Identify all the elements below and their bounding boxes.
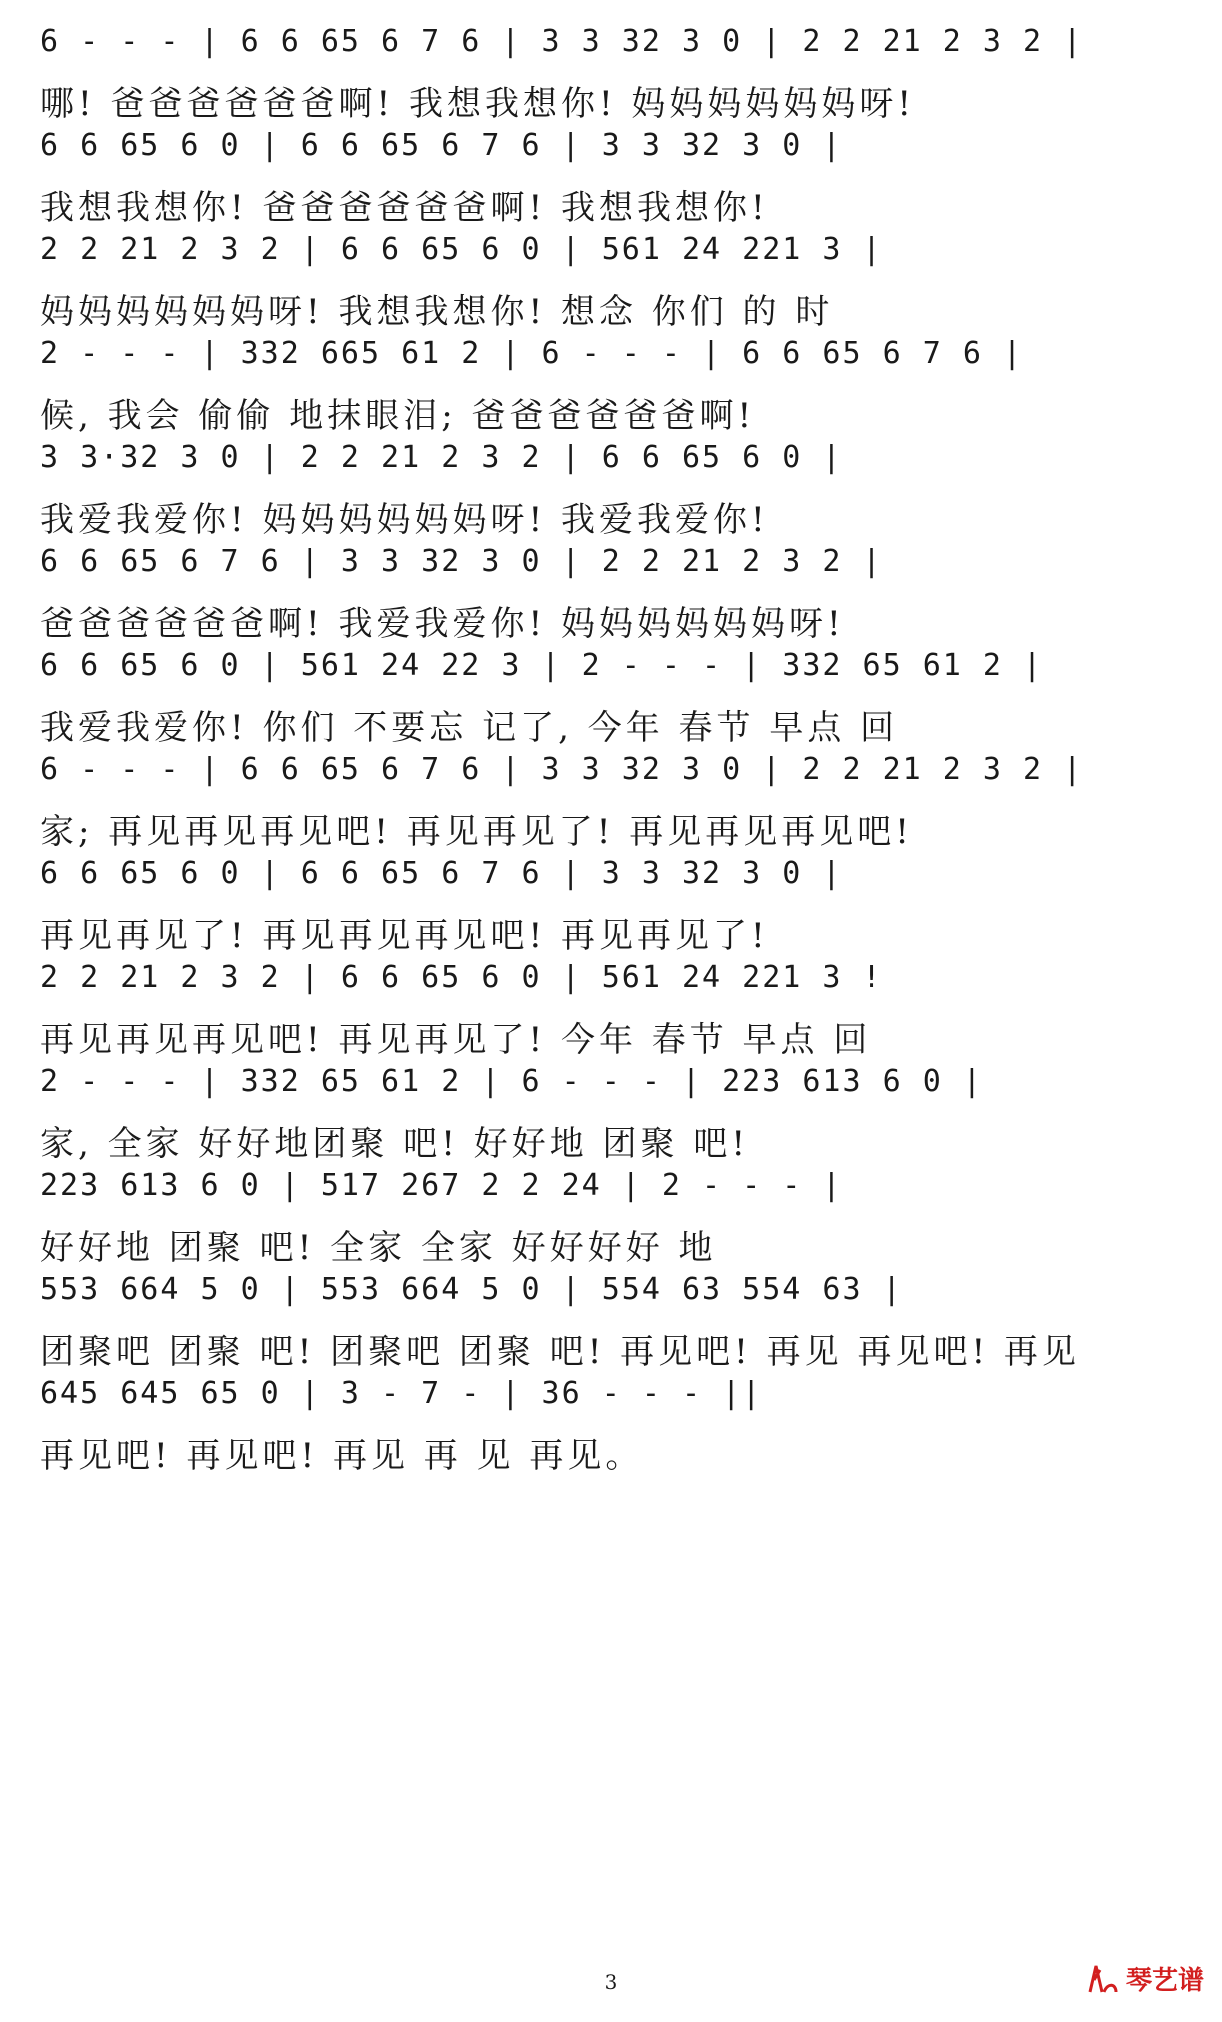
notation-line: 6 6 65 6 0 | 6 6 65 6 7 6 | 3 3 32 3 0 | xyxy=(40,856,843,891)
lyric-line: 再见再见再见吧! 再见再见了! 今年 春节 早点 回 xyxy=(40,1020,872,1060)
notation-line: 2 2 21 2 3 2 | 6 6 65 6 0 | 561 24 221 3 | xyxy=(40,232,883,267)
lyric-line: 候, 我会 偷偷 地抹眼泪; 爸爸爸爸爸爸啊! xyxy=(40,396,756,436)
lyric-line: 我爱我爱你! 你们 不要忘 记了, 今年 春节 早点 回 xyxy=(40,708,899,748)
lyric-line: 妈妈妈妈妈妈呀! 我想我想你! 想念 你们 的 时 xyxy=(40,292,834,332)
notation-line: 645 645 65 0 | 3 - 7 - | 36 - - - || xyxy=(40,1376,763,1411)
lyric-line: 爸爸爸爸爸爸啊! 我爱我爱你! 妈妈妈妈妈妈呀! xyxy=(40,604,845,644)
notation-line: 2 - - - | 332 665 61 2 | 6 - - - | 6 6 65 6 7 6 | xyxy=(40,336,1024,371)
notation-line: 6 - - - | 6 6 65 6 7 6 | 3 3 32 3 0 | 2 2 21 2 3 2 | xyxy=(40,24,1084,59)
lyric-line: 好好地 团聚 吧! 全家 全家 好好好好 地 xyxy=(40,1228,717,1268)
notation-line: 553 664 5 0 | 553 664 5 0 | 554 63 554 63 | xyxy=(40,1272,903,1307)
lyric-line: 哪! 爸爸爸爸爸爸啊! 我想我想你! 妈妈妈妈妈妈呀! xyxy=(40,84,916,124)
notation-line: 6 - - - | 6 6 65 6 7 6 | 3 3 32 3 0 | 2 2 21 2 3 2 | xyxy=(40,752,1084,787)
lyric-line: 再见再见了! 再见再见再见吧! 再见再见了! xyxy=(40,916,769,956)
notation-line: 6 6 65 6 0 | 561 24 22 3 | 2 - - - | 332 65 61 2 | xyxy=(40,648,1044,683)
notation-line: 2 - - - | 332 65 61 2 | 6 - - - | 223 613 6 0 | xyxy=(40,1064,983,1099)
logo-icon xyxy=(1086,1962,1120,1996)
notation-line: 6 6 65 6 7 6 | 3 3 32 3 0 | 2 2 21 2 3 2 | xyxy=(40,544,883,579)
lyric-line: 家; 再见再见再见吧! 再见再见了! 再见再见再见吧! xyxy=(40,812,913,852)
notation-line: 3 3·32 3 0 | 2 2 21 2 3 2 | 6 6 65 6 0 | xyxy=(40,440,843,475)
page-number: 3 xyxy=(604,1970,618,1994)
watermark-logo xyxy=(1086,1960,1204,1997)
notation-line: 223 613 6 0 | 517 267 2 2 24 | 2 - - - | xyxy=(40,1168,843,1203)
lyric-line: 我爱我爱你! 妈妈妈妈妈妈呀! 我爱我爱你! xyxy=(40,500,769,540)
lyric-line: 团聚吧 团聚 吧! 团聚吧 团聚 吧! 再见吧! 再见 再见吧! 再见 xyxy=(40,1332,1080,1372)
notation-line: 6 6 65 6 0 | 6 6 65 6 7 6 | 3 3 32 3 0 | xyxy=(40,128,843,163)
lyric-line: 我想我想你! 爸爸爸爸爸爸啊! 我想我想你! xyxy=(40,188,769,228)
lyric-line: 家, 全家 好好地团聚 吧! 好好地 团聚 吧! xyxy=(40,1124,749,1164)
lyric-line: 再见吧! 再见吧! 再见 再 见 再见。 xyxy=(40,1436,644,1476)
watermark-text: 琴艺谱 xyxy=(1125,1966,1204,1996)
notation-line: 2 2 21 2 3 2 | 6 6 65 6 0 | 561 24 221 3 ! xyxy=(40,960,883,995)
